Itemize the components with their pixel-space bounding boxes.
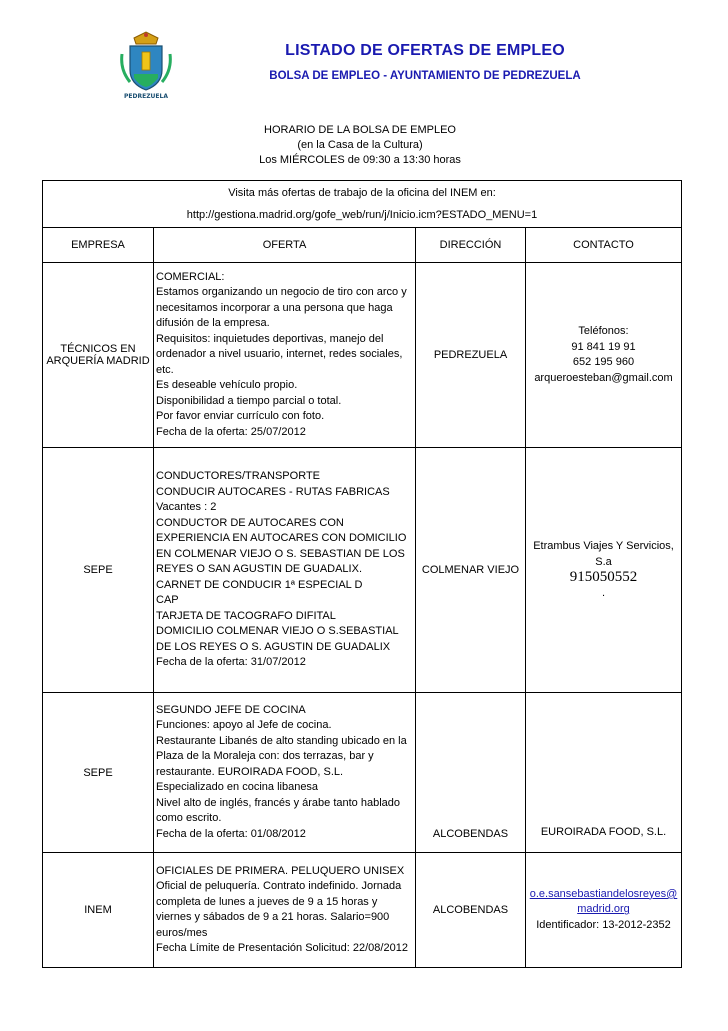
offer-line: Es deseable vehículo propio. [156,379,298,392]
table-row [43,448,682,693]
offer-line: SEGUNDO JEFE DE COCINA [156,703,306,716]
table-row [43,263,682,448]
column-header-direccion: DIRECCIÓN [416,228,526,263]
column-header-oferta: OFERTA [154,228,416,263]
table-row [43,693,682,853]
offer-cell [154,693,416,853]
contact-line: Teléfonos: [578,325,629,337]
contact-company: Etrambus Viajes Y Servicios, S.a [533,540,674,568]
address-cell: PEDREZUELA [416,263,526,448]
schedule-location: (en la Casa de la Cultura) [297,139,423,151]
contact-cell [526,693,682,853]
column-header-empresa: EMPRESA [43,228,154,263]
offer-line: CONDUCIR AUTOCARES - RUTAS FABRICAS [156,485,390,498]
contact-email[interactable]: arqueroesteban@gmail.com [534,371,673,384]
company-cell: SEPE [43,448,154,693]
offer-line: Restaurante Libanés de alto standing ubicado en la Plaza de la Moraleja con: dos terrazas, bar y restaurante. EUROIRADA FOOD, S.L. [156,734,407,778]
contact-cell [526,263,682,448]
inem-notice [43,181,682,228]
table-row [43,853,682,968]
page-title: LISTADO DE OFERTAS DE EMPLEO [285,42,565,59]
address-cell: ALCOBENDAS [416,693,526,853]
contact-cell [526,853,682,968]
crest-text: PEDREZUELA [124,93,168,100]
offer-line: CARNET DE CONDUCIR 1ª ESPECIAL D [156,578,363,591]
schedule-hours: Los MIÉRCOLES de 09:30 a 13:30 horas [259,154,461,166]
schedule-block [240,123,480,168]
offer-line: Fecha de la oferta: 31/07/2012 [156,656,306,669]
offer-line: Especializado en cocina libanesa [156,781,319,794]
contact-phone: 652 195 960 [572,356,635,368]
company-cell: SEPE [43,693,154,853]
offer-cell [154,853,416,968]
company-cell: TÉCNICOS EN ARQUERÍA MADRID [43,263,154,448]
offer-line: Por favor enviar currículo con foto. [156,410,325,423]
offer-line: CONDUCTORES/TRANSPORTE [156,470,321,483]
offer-cell [154,448,416,693]
contact-company: EUROIRADA FOOD, S.L. [540,825,667,838]
offer-line: TARJETA DE TACOGRAFO DIFITAL [156,609,336,622]
page-subtitle: BOLSA DE EMPLEO - AYUNTAMIENTO DE PEDREZUELA [269,70,581,82]
offer-line: Oficial de peluquería. Contrato indefinido. Jornada completa de lunes a jueves de 9 a 15 horas y viernes y sábados de 9 a 21 horas. Salario=900 euros/mes [156,880,402,939]
contact-line: . [601,586,606,599]
inem-link[interactable]: http://gestiona.madrid.org/gofe_web/run/j/Inicio.icm?ESTADO_MENU=1 [186,209,538,221]
contact-phone: 91 841 19 91 [571,340,636,353]
contact-identifier: Identificador: 13-2012-2352 [536,918,671,931]
offer-line: Vacantes : 2 [156,501,217,514]
contact-cell [526,448,682,693]
offer-line: Disponibilidad a tiempo parcial o total. [156,394,342,407]
address-cell: COLMENAR VIEJO [416,448,526,693]
offer-line: Funciones: apoyo al Jefe de cocina. [156,719,332,732]
offer-cell [154,263,416,448]
offer-line: DOMICILIO COLMENAR VIEJO O S.SEBASTIAL DE LOS REYES O S. AGUSTIN DE GUADALIX [156,625,399,653]
column-header-contacto: CONTACTO [526,228,682,263]
contact-phone: 915050552 [569,569,638,585]
offer-line: CAP [156,594,179,607]
contact-email[interactable]: o.e.sansebastiandelosreyes@madrid.org [529,887,678,916]
offer-line: Fecha de la oferta: 01/08/2012 [156,827,306,840]
offer-line: Nivel alto de inglés, francés y árabe tanto hablado como escrito. [156,796,400,825]
table-header-row [43,228,682,263]
address-cell: ALCOBENDAS [416,853,526,968]
offer-line: Estamos organizando un negocio de tiro con arco y necesitamos incorporar a una persona que haga difusión de la empresa. [156,286,407,330]
offer-line: Requisitos: inquietudes deportivas, manejo del ordenador a nivel usuario, internet, redes sociales, etc. [156,332,403,376]
offer-line: OFICIALES DE PRIMERA. PELUQUERO UNISEX [156,864,405,877]
offer-line: Fecha de la oferta: 25/07/2012 [156,425,306,438]
inem-notice-text: Visita más ofertas de trabajo de la oficina del INEM en: [228,187,496,199]
schedule-title: HORARIO DE LA BOLSA DE EMPLEO [264,124,456,136]
job-offers-table [42,180,682,968]
municipal-crest-logo [120,30,172,100]
offer-line: CONDUCTOR DE AUTOCARES CON EXPERIENCIA EN AUTOCARES CON DOMICILIO EN COLMENAR VIEJO O S. SEBASTIAN DE LOS REYES O SAN AGUSTIN DE GUADALIX. [156,516,407,576]
offer-line: COMERCIAL: [156,270,225,283]
company-cell: INEM [43,853,154,968]
offer-line: Fecha Límite de Presentación Solicitud: 22/08/2012 [156,942,408,954]
